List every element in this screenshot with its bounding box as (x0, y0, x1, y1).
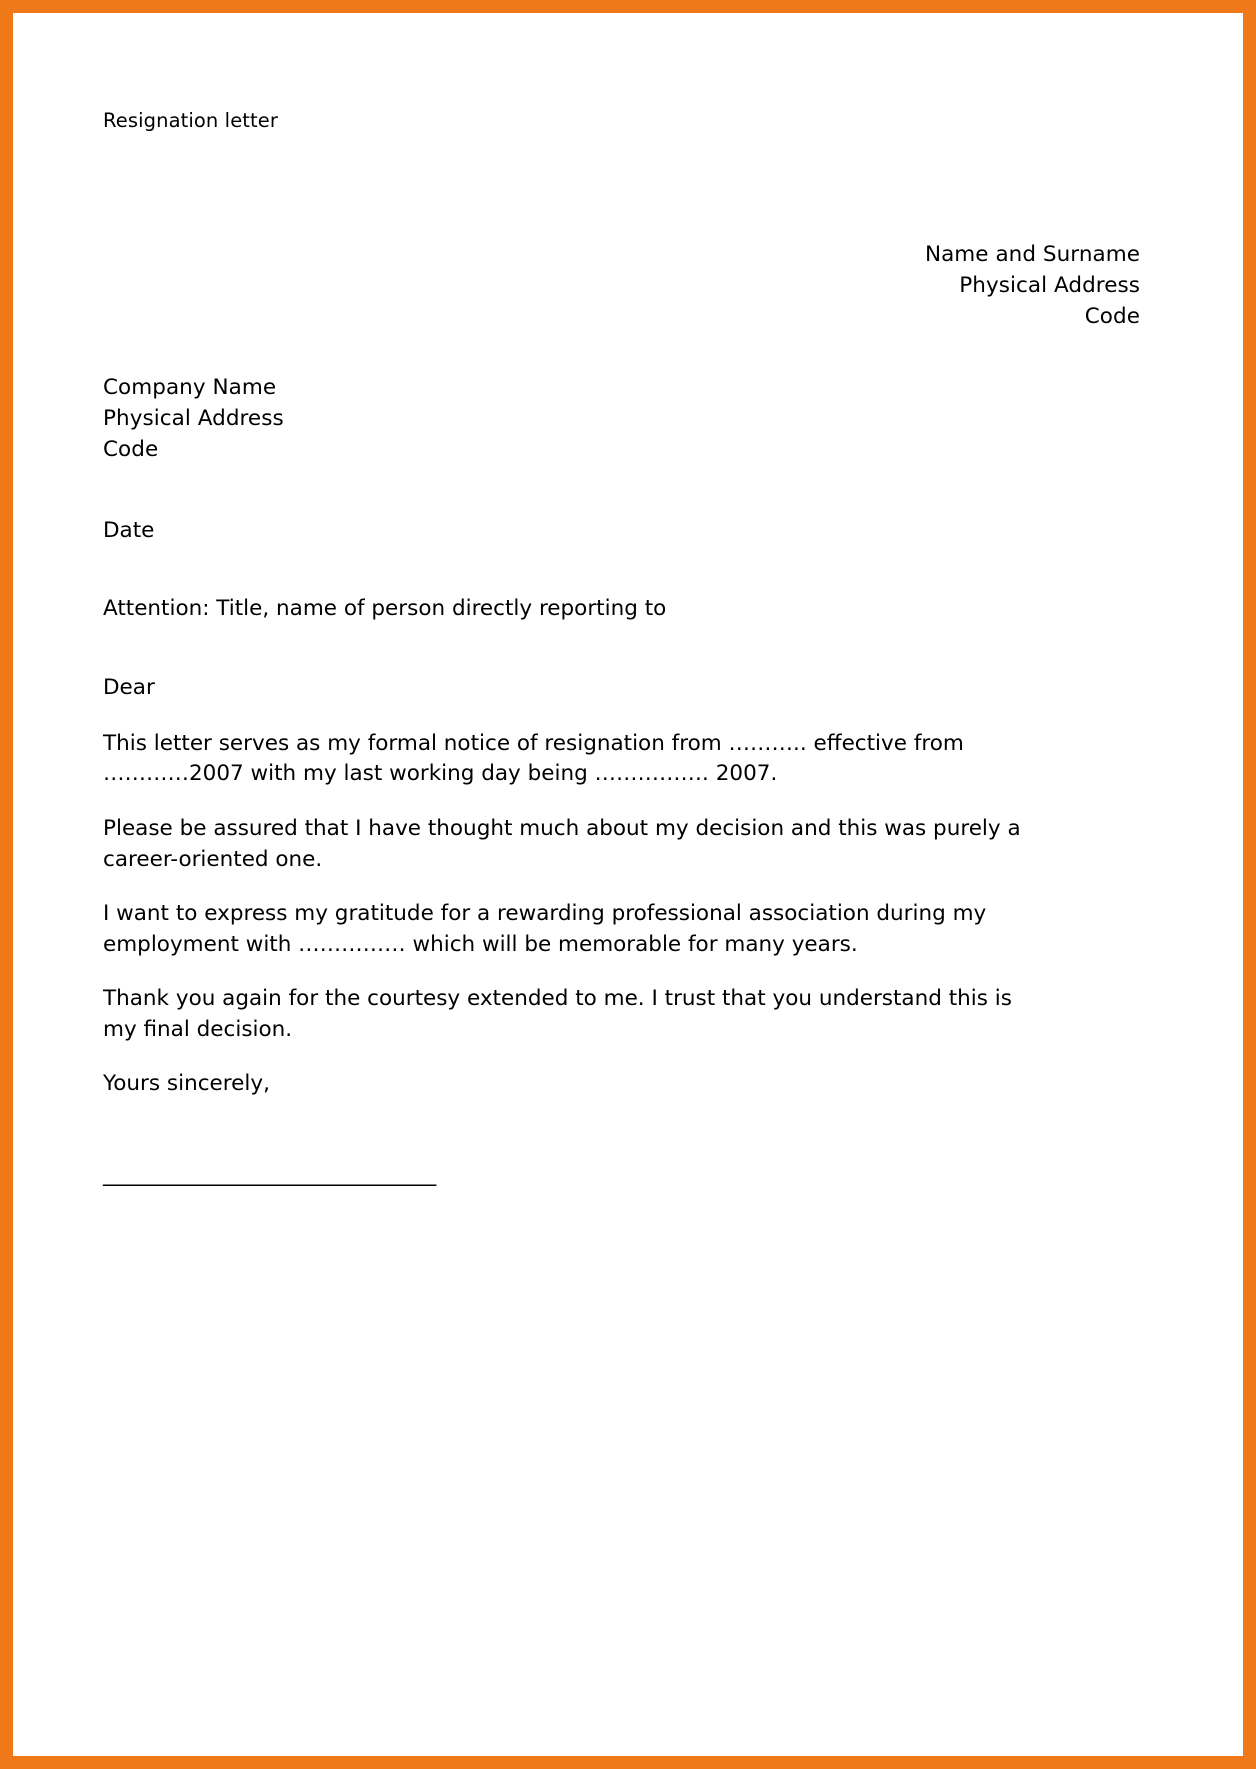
recipient-address-block (103, 373, 1140, 466)
spacer-after-date (103, 547, 1140, 594)
sender-name-line: Name and Surname (924, 242, 1140, 268)
signature-line: _______________________________ (103, 1162, 437, 1188)
sender-address-line: Physical Address (959, 273, 1140, 299)
sender-code-line: Code (1084, 304, 1140, 330)
spacer-after-title (103, 133, 1140, 240)
document-body (13, 13, 1243, 1756)
attention-line: Attention: Title, name of person directly reporting to (103, 596, 667, 622)
body-paragraph-4: Thank you again for the courtesy extended to me. I trust that you understand this is my final decision. (103, 986, 1012, 1042)
body-paragraph-2: Please be assured that I have thought much about my decision and this was purely a career-oriented one. (103, 815, 1021, 872)
spacer-before-signature (103, 1100, 1140, 1162)
closing-line: Yours sincerely, (103, 1071, 270, 1097)
spacer-after-recipient (103, 466, 1140, 516)
body-paragraph-1: This letter serves as my formal notice of resignation from ……….. effective from …………2007 with my last working day being ……………. 2007. (103, 730, 964, 787)
recipient-address-line: Physical Address (103, 406, 284, 432)
date-label: Date (103, 518, 155, 544)
salutation-line: Dear (103, 675, 155, 700)
page-title: Resignation letter (103, 109, 279, 132)
recipient-code-line: Code (103, 437, 159, 463)
document-page (13, 13, 1243, 1756)
recipient-company-line: Company Name (103, 375, 277, 401)
spacer-after-salutation (103, 704, 1140, 729)
body-paragraph-3: I want to express my gratitude for a rewarding professional association during my employment with …………… which will be memorable for many years. (103, 901, 987, 957)
spacer-after-sender (103, 333, 1140, 373)
sender-address-block (103, 240, 1140, 333)
spacer-after-attention (103, 625, 1140, 673)
